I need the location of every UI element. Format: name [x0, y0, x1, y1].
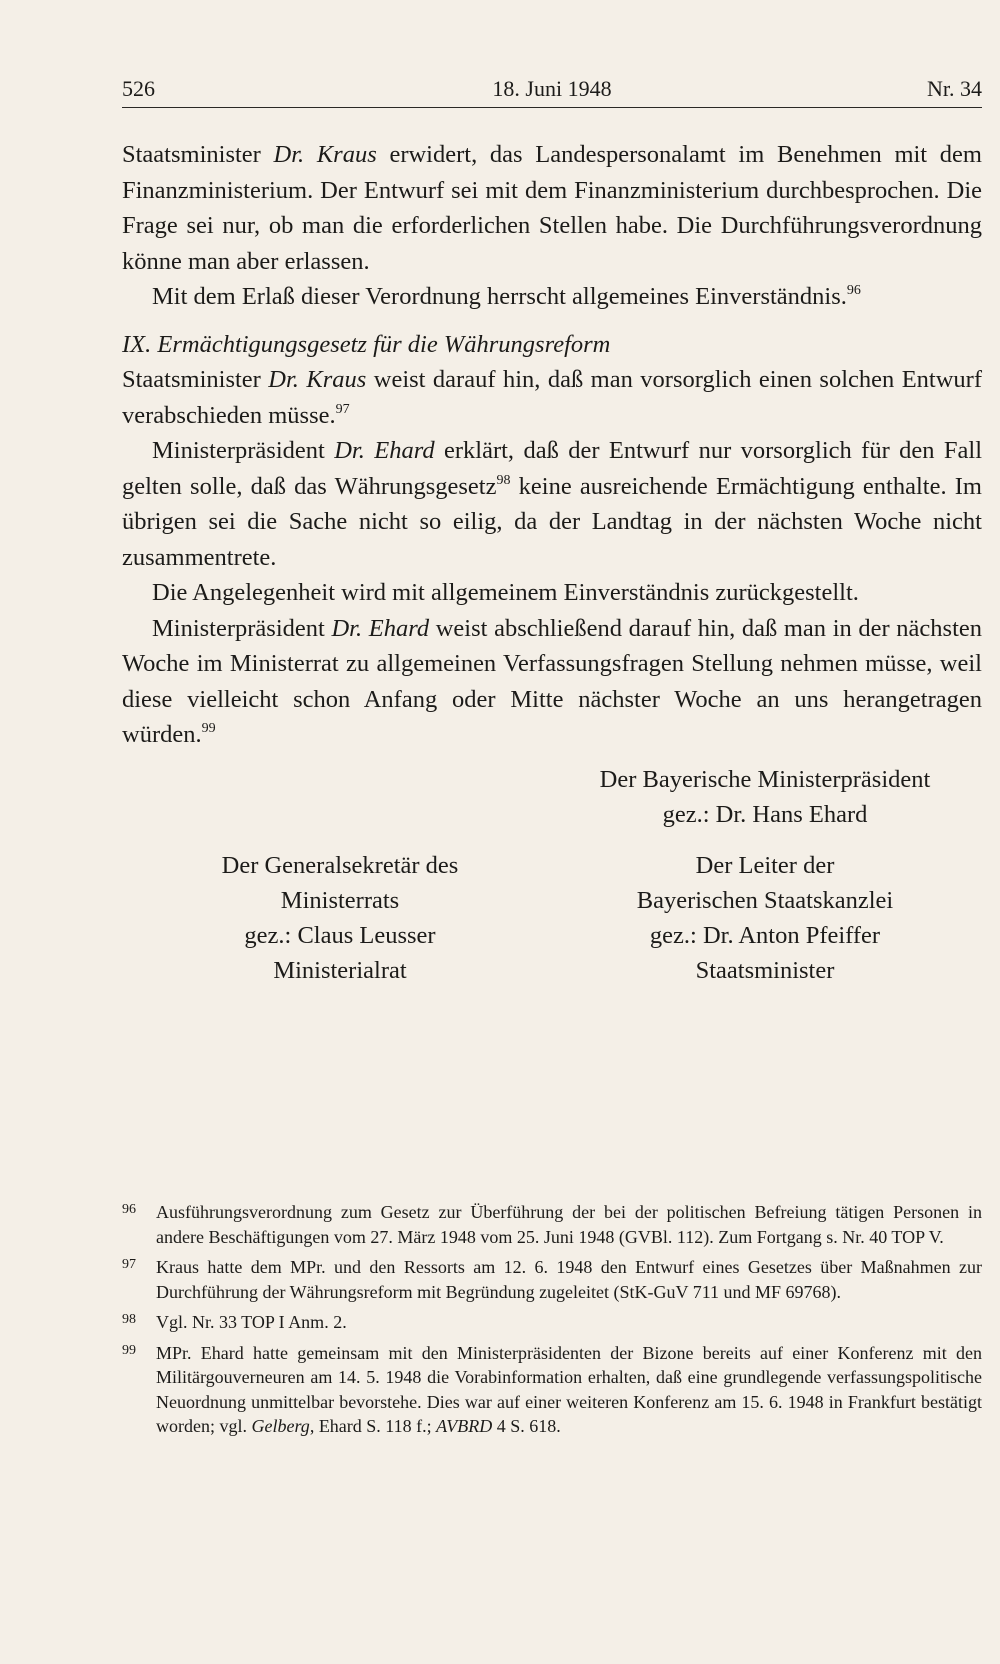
author-reference: Gelberg: [251, 1416, 310, 1436]
person-name: Dr. Kraus: [268, 366, 367, 393]
paragraph: Ministerpräsident Dr. Ehard erklärt, daß der Entwurf nur vorsorglich für den Fall gelten solle, daß das Währungsgesetz$^{98}$ keine ausreichende Ermächtigung enthalte. Im übrigen sei die Sache nicht so eilig, da der Landtag in der nächsten Woche nicht zusammentrete.: [122, 437, 983, 571]
main-text: [122, 137, 982, 753]
person-name: Dr. Ehard: [331, 614, 430, 642]
paragraph: Ministerpräsident Dr. Ehard weist abschließend darauf hin, daß man in der nächsten Woche im Ministerrat zu allgemeinen Verfassungsfragen Stellung nehmen müsse, weil diese vielleicht schon Anfang oder Mitte nächster Woche an uns herangetragen würden.$^{99}$: [122, 614, 983, 748]
footnote-ref: 99: [201, 721, 216, 736]
footnote: 97 Kraus hatte dem MPr. und den Ressorts am 12. 6. 1948 den Entwurf eines Gesetzes über Maßnahmen zur Durchführung der Währungsreform mit Begründung zugeleitet (StK-GuV 711 und MF 69768).: [122, 1257, 982, 1302]
section-heading: IX. Ermächtigungsgesetz für die Währungsreform: [122, 330, 611, 358]
footnote: 98 Vgl. Nr. 33 TOP I Anm. 2.: [122, 1312, 347, 1332]
paragraph: Staatsminister Dr. Kraus weist darauf hin, daß man vorsorglich einen solchen Entwurf verabschieden müsse.$^{97}$: [122, 366, 982, 429]
signature-minister-president: Der Bayerische Ministerpräsident gez.: Dr. Hans Ehard: [599, 766, 931, 828]
header-date: 18. Juni 1948: [492, 76, 612, 101]
header-rule: [122, 107, 982, 108]
footnotes: [122, 1200, 982, 1445]
footnote-ref: 97: [335, 401, 350, 417]
footnote: 96 Ausführungsverordnung zum Gesetz zur Überführung der bei der politischen Befreiung tätigen Personen in andere Beschäftigungen vom 27. März 1948 vom 25. Juni 1948 (GVBl. 112). Zum Fortgang s. Nr. 40 TOP V.: [122, 1202, 982, 1247]
source-reference: AVBRD: [436, 1416, 493, 1436]
header-issue-number: Nr. 34: [927, 76, 982, 101]
signature-state-chancellery: Der Leiter der Bayerischen Staatskanzlei gez.: Dr. Anton Pfeiffer Staatsminister: [636, 852, 894, 984]
person-name: Dr. Kraus: [273, 141, 377, 168]
page-number: 526: [122, 76, 155, 101]
footnote: 99 MPr. Ehard hatte gemeinsam mit den Ministerpräsidenten der Bizone bereits auf einer Konferenz mit den Militärgouverneuren am 14. 5. 1948 die Vorabinformation erhalten, daß eine grundlegende verfassungspolitische Neuordnung unmittelbar bevorstehe. Dies war auf einer weiteren Konferenz am 15. 6. 1948 in Frankfurt bestätigt worden; vgl. Gelberg, Ehard S. 118 f.; AVBRD 4 S. 618.: [122, 1342, 982, 1436]
paragraph: Die Angelegenheit wird mit allgemeinem Einverständnis zurückgestellt.: [152, 579, 859, 606]
paragraph: Mit dem Erlaß dieser Verordnung herrscht allgemeines Einverständnis.$^{96}$: [152, 283, 861, 310]
paragraph: Staatsminister Dr. Kraus erwidert, das Landespersonalamt im Benehmen mit dem Finanzministerium. Der Entwurf sei mit dem Finanzministerium durchbesprochen. Die Frage sei nur, ob man die erforderlichen Stellen habe. Die Durchführungsverordnung könne man aber erlassen.: [122, 141, 982, 275]
footnote-ref: 96: [846, 283, 861, 298]
signature-general-secretary: Der Generalsekretär des Ministerrats gez.: Claus Leusser Ministerialrat: [221, 852, 459, 984]
person-name: Dr. Ehard: [334, 437, 435, 464]
footnote-ref: 98: [496, 472, 511, 488]
